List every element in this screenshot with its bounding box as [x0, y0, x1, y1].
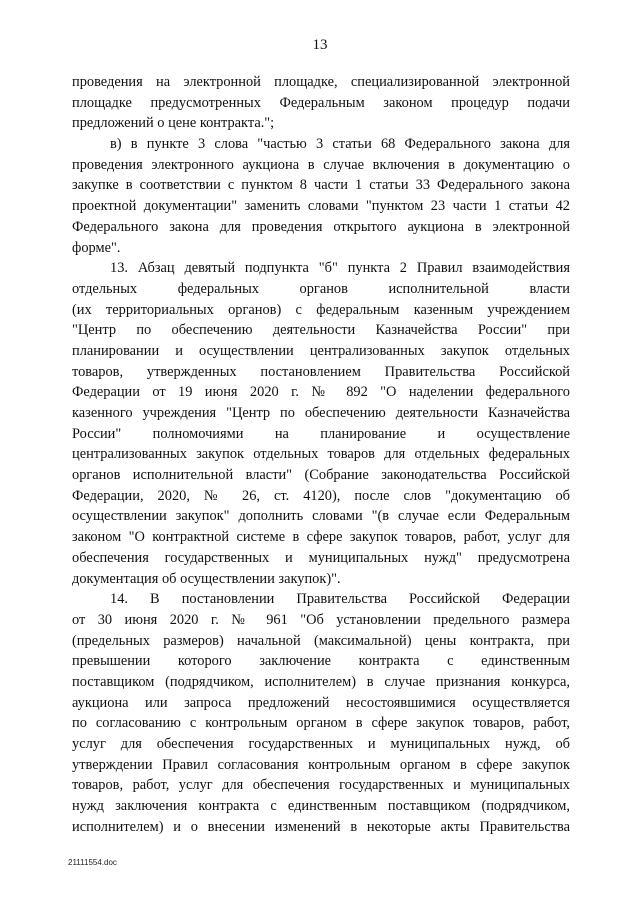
text-line: (предельных размеров) начальной (максимальной) цены контракта, при	[72, 632, 570, 649]
text-line: планировании и осуществлении централизованных закупок отдельных	[72, 342, 570, 359]
text-line: товаров, утвержденных постановлением Правительства Российской	[72, 363, 570, 380]
paragraph	[72, 589, 570, 837]
text-line: форме".	[72, 239, 121, 256]
text-line: казенного учреждения "Центр по обеспечению деятельности Казначейства	[72, 405, 570, 421]
footer-file-name: 21111554.doc	[68, 858, 117, 867]
text-line: закупке в соответствии с пунктом 8 части 1 статьи 33 Федерального закона	[72, 177, 570, 194]
text-line: Федерации, 2020, № 26, ст. 4120), после слов "документацию об	[72, 487, 570, 504]
text-line: проведения на электронной площадке, специализированной электронной	[72, 74, 570, 90]
text-line: аукциона или запроса предложений несостоявшимися осуществляется	[72, 694, 570, 711]
document-body	[72, 72, 570, 837]
text-line: Федерального закона для проведения открытого аукциона в электронной	[72, 218, 570, 235]
paragraph	[72, 258, 570, 589]
text-line: проведения электронного аукциона в случае включения в документацию о	[72, 156, 570, 173]
text-line: предложений о цене контракта.";	[72, 115, 275, 132]
text-line: товаров, работ, услуг для обеспечения государственных и муниципальных	[72, 777, 570, 794]
text-line: документация об осуществлении закупок)".	[72, 570, 341, 587]
text-line: обеспечения государственных и муниципальных нужд" предусмотрена	[72, 549, 570, 566]
paragraph	[72, 72, 570, 134]
text-line: Федерации от 19 июня 2020 г. № 892 "О наделении федерального	[72, 384, 570, 401]
text-line: превышении которого заключение контракта с единственным	[72, 653, 570, 670]
text-line: в) в пункте 3 слова "частью 3 статьи 68 Федерального закона для	[110, 136, 570, 153]
text-line: осуществлении закупок" дополнить словами "(в случае если Федеральным	[72, 508, 570, 525]
text-line: "Центр по обеспечению деятельности Казначейства России" при	[72, 322, 570, 339]
paragraph	[72, 134, 570, 258]
page-number: 13	[312, 37, 328, 53]
text-line: централизованных закупок отдельных товаров для отдельных федеральных	[72, 446, 570, 463]
text-line: утверждении Правил согласования контрольным органом в сфере закупок	[72, 756, 570, 773]
text-line: отдельных федеральных органов исполнительной власти	[72, 280, 570, 297]
text-line: 13. Абзац девятый подпункта "б" пункта 2 Правил взаимодействия	[110, 260, 570, 277]
text-line: законом "О контрактной системе в сфере закупок товаров, работ, услуг для	[72, 529, 570, 546]
text-line: от 30 июня 2020 г. № 961 "Об установлении предельного размера	[72, 611, 570, 628]
text-line: исполнителем) и о внесении изменений в некоторые акты Правительства	[72, 818, 570, 835]
text-line: (их территориальных органов) с федеральным казенным учреждением	[72, 301, 570, 318]
text-line: России" полномочиями на планирование и осуществление	[72, 425, 570, 442]
text-line: по согласованию с контрольным органом в сфере закупок товаров, работ,	[72, 715, 570, 732]
text-line: поставщиком (подрядчиком, исполнителем) в случае признания конкурса,	[72, 673, 570, 690]
text-line: проектной документации" заменить словами "пунктом 23 части 1 статьи 42	[72, 198, 570, 215]
text-line: площадке предусмотренных Федеральным законом процедур подачи	[72, 94, 570, 111]
text-line: 14. В постановлении Правительства Российской Федерации	[110, 591, 570, 608]
text-line: органов исполнительной власти" (Собрание законодательства Российской	[72, 467, 570, 484]
text-line: услуг для обеспечения государственных и муниципальных нужд, об	[72, 736, 570, 752]
text-line: нужд заключения контракта с единственным поставщиком (подрядчиком,	[72, 798, 570, 815]
